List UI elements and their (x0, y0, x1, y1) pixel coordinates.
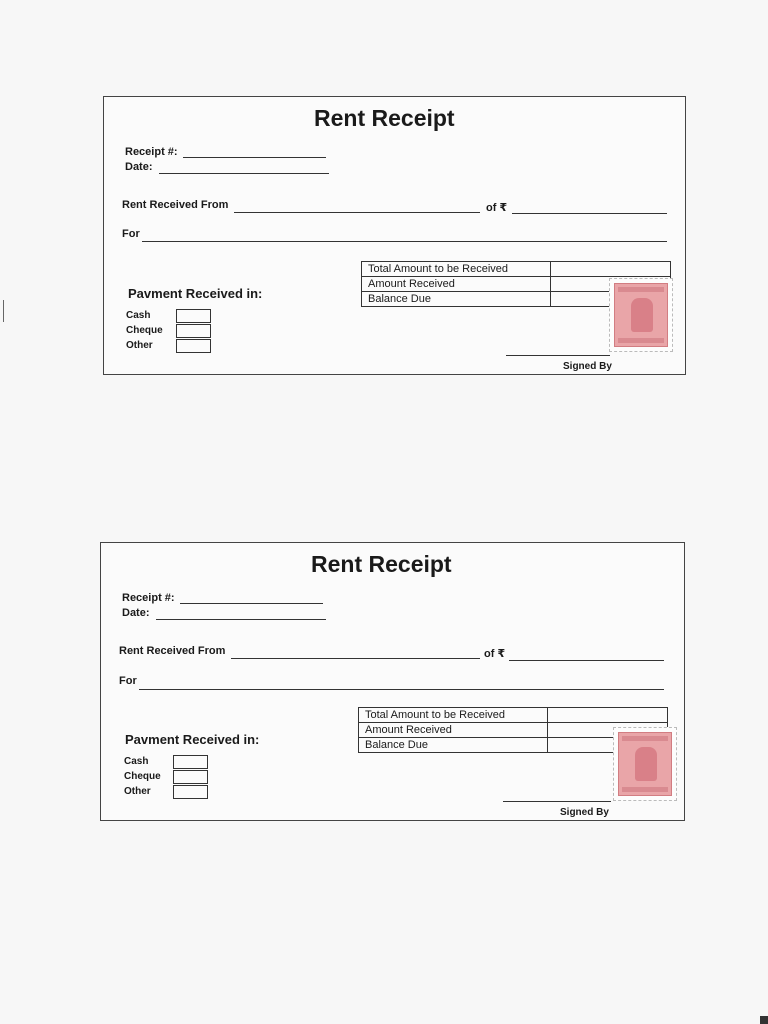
revenue-stamp-icon (609, 278, 673, 352)
amount-received-label: Amount Received (362, 277, 551, 292)
signed-by-label: Signed By (563, 361, 612, 372)
total-amount-label: Total Amount to be Received (362, 262, 551, 277)
receipt-title: Rent Receipt (314, 105, 455, 131)
cash-checkbox[interactable] (176, 309, 211, 323)
table-row (359, 708, 668, 723)
payment-option-cash: Cash (124, 756, 149, 767)
date-label: Date: (122, 607, 150, 619)
amount-of-label: of ₹ (484, 648, 506, 660)
scan-mark (760, 1016, 768, 1024)
amount-of-label: of ₹ (486, 202, 508, 214)
receipt-number-label: Receipt #: (125, 146, 178, 158)
payment-option-cheque: Cheque (126, 325, 163, 336)
total-amount-label: Total Amount to be Received (359, 708, 548, 723)
rent-receipt-2 (100, 542, 685, 821)
revenue-stamp-icon (613, 727, 677, 801)
amount-received-label: Amount Received (359, 723, 548, 738)
signature-line[interactable] (506, 355, 610, 356)
payment-option-cash: Cash (126, 310, 151, 321)
payment-header: Pavment Received in: (128, 286, 263, 301)
balance-due-label: Balance Due (359, 738, 548, 753)
receipt-title: Rent Receipt (311, 551, 452, 577)
for-field[interactable] (142, 241, 667, 242)
total-amount-value[interactable] (548, 708, 668, 723)
table-row (362, 262, 671, 277)
for-label: For (119, 675, 137, 687)
payment-header: Pavment Received in: (125, 732, 260, 747)
received-from-field[interactable] (231, 658, 480, 659)
balance-due-label: Balance Due (362, 292, 551, 307)
received-from-label: Rent Received From (119, 645, 226, 657)
rent-receipt-1 (103, 96, 686, 375)
receipt-number-field[interactable] (180, 603, 323, 604)
date-label: Date: (125, 161, 153, 173)
for-field[interactable] (139, 689, 664, 690)
receipt-number-label: Receipt #: (122, 592, 175, 604)
other-checkbox[interactable] (173, 785, 208, 799)
receipt-number-field[interactable] (183, 157, 326, 158)
payment-option-cheque: Cheque (124, 771, 161, 782)
signature-line[interactable] (503, 801, 611, 802)
received-from-field[interactable] (234, 212, 480, 213)
scan-mark (3, 300, 4, 322)
amount-field[interactable] (512, 213, 667, 214)
cash-checkbox[interactable] (173, 755, 208, 769)
total-amount-value[interactable] (551, 262, 671, 277)
for-label: For (122, 228, 140, 240)
cheque-checkbox[interactable] (173, 770, 208, 784)
signed-by-label: Signed By (560, 807, 609, 818)
other-checkbox[interactable] (176, 339, 211, 353)
cheque-checkbox[interactable] (176, 324, 211, 338)
date-field[interactable] (156, 619, 326, 620)
amount-field[interactable] (509, 660, 664, 661)
payment-option-other: Other (126, 340, 153, 351)
received-from-label: Rent Received From (122, 199, 229, 211)
date-field[interactable] (159, 173, 329, 174)
payment-option-other: Other (124, 786, 151, 797)
